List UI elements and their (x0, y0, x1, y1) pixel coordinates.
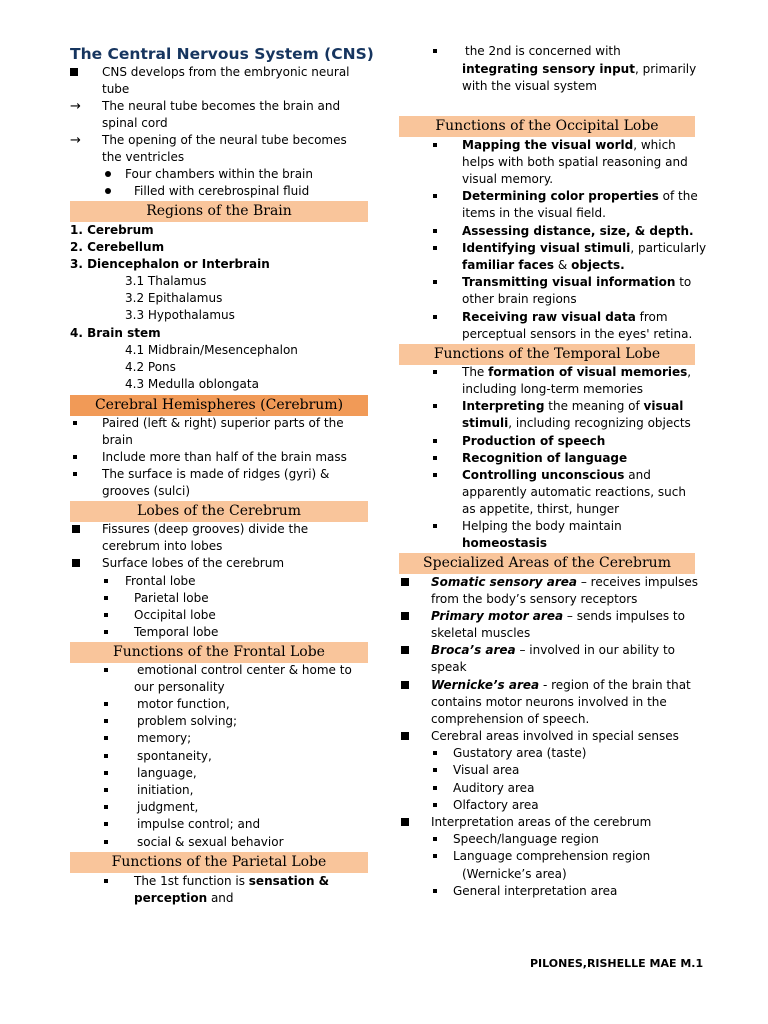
specialized-line: Primary motor area – sends impulses to (431, 609, 685, 623)
intro-line: Filled with cerebrospinal fluid (134, 184, 310, 198)
small-bullet (73, 449, 78, 466)
dot-bullet (105, 183, 113, 200)
interpretation-item: General interpretation area (453, 884, 618, 898)
parietal-line: with the visual system (462, 79, 597, 93)
dot-bullet (105, 166, 113, 183)
hemisphere-line: brain (102, 433, 133, 447)
small-bullet (433, 309, 438, 326)
temporal-line: The formation of visual memories, (462, 365, 692, 379)
lobes-heading: Lobes of the Cerebrum (70, 501, 368, 522)
intro-line: tube (102, 82, 130, 96)
occipital-line: Identifying visual stimuli, particularly (462, 241, 707, 255)
square-bullet (401, 814, 411, 831)
arrow-icon: → (70, 99, 81, 114)
small-bullet (433, 398, 438, 415)
occipital-line: visual memory. (462, 172, 554, 186)
author-footer: PILONES,RISHELLE MAE M.1 (530, 957, 704, 970)
parietal-line: perception and (134, 891, 234, 905)
small-bullet (433, 43, 438, 60)
square-bullet (401, 574, 411, 591)
temporal-line: apparently automatic reactions, such (462, 485, 686, 499)
parietal-line: the 2nd is concerned with (465, 44, 621, 58)
small-bullet (104, 713, 109, 730)
small-bullet (104, 834, 109, 851)
sense-area-item: Gustatory area (taste) (453, 746, 587, 760)
occipital-line: perceptual sensors in the eyes' retina. (462, 327, 693, 341)
occipital-line: Receiving raw visual data from (462, 310, 668, 324)
region-subitem: 4.2 Pons (125, 360, 176, 374)
temporal-line: Controlling unconscious and (462, 468, 651, 482)
occipital-line: Transmitting visual information to (462, 275, 692, 289)
square-bullet (72, 521, 82, 538)
intro-line: Four chambers within the brain (125, 167, 313, 181)
small-bullet (433, 762, 438, 779)
frontal-line: judgment, (137, 800, 199, 814)
lobes-line: Fissures (deep grooves) divide the (102, 522, 309, 536)
square-bullet (401, 642, 411, 659)
lobes-line: cerebrum into lobes (102, 539, 223, 553)
parietal-heading: Functions of the Parietal Lobe (70, 852, 368, 873)
small-bullet (433, 240, 438, 257)
specialized-line: comprehension of speech. (431, 712, 590, 726)
sense-area-item: Visual area (453, 763, 520, 777)
small-bullet (433, 433, 438, 450)
interpretation-item: (Wernicke’s area) (462, 867, 567, 881)
small-bullet (104, 696, 109, 713)
square-bullet (401, 677, 411, 694)
frontal-line: problem solving; (137, 714, 238, 728)
temporal-line: Recognition of language (462, 451, 628, 465)
square-bullet (401, 608, 411, 625)
intro-line: The opening of the neural tube becomes (102, 133, 347, 147)
small-bullet (104, 765, 109, 782)
frontal-line: initiation, (137, 783, 194, 797)
small-bullet (73, 466, 78, 483)
square-bullet (70, 64, 80, 81)
region-subitem: 3.1 Thalamus (125, 274, 207, 288)
intro-line: the ventricles (102, 150, 185, 164)
small-bullet (104, 799, 109, 816)
specialized-line: Somatic sensory area – receives impulses (431, 575, 699, 589)
frontal-line: our personality (134, 680, 225, 694)
small-bullet (433, 848, 438, 865)
small-bullet (433, 883, 438, 900)
small-bullet (433, 745, 438, 762)
small-bullet (433, 223, 438, 240)
temporal-line: Interpreting the meaning of visual (462, 399, 684, 413)
hemispheres-heading: Cerebral Hemispheres (Cerebrum) (70, 395, 368, 416)
specialized-line: speak (431, 660, 467, 674)
specialized-line: skeletal muscles (431, 626, 531, 640)
small-bullet (104, 607, 109, 624)
lobe-item: Occipital lobe (134, 608, 216, 622)
small-bullet (104, 816, 109, 833)
occipital-line: Mapping the visual world, which (462, 138, 676, 152)
region-item: 4. Brain stem (70, 326, 161, 340)
small-bullet (104, 782, 109, 799)
occipital-line: Assessing distance, size, & depth. (462, 224, 694, 238)
square-bullet (72, 555, 82, 572)
small-bullet (104, 748, 109, 765)
small-bullet (104, 573, 109, 590)
parietal-line: integrating sensory input, primarily (462, 62, 697, 76)
specialized-line: Broca’s area – involved in our ability to (431, 643, 676, 657)
small-bullet (104, 590, 109, 607)
region-item: 3. Diencephalon or Interbrain (70, 257, 270, 271)
page-title: The Central Nervous System (CNS) (70, 45, 374, 63)
frontal-line: emotional control center & home to (137, 663, 352, 677)
occipital-line: familiar faces & objects. (462, 258, 625, 272)
region-subitem: 4.1 Midbrain/Mesencephalon (125, 343, 298, 357)
occipital-line: Determining color properties of the (462, 189, 698, 203)
temporal-line: Production of speech (462, 434, 606, 448)
specialized-line: contains motor neurons involved in the (431, 695, 667, 709)
regions-heading: Regions of the Brain (70, 201, 368, 222)
region-subitem: 3.2 Epithalamus (125, 291, 223, 305)
small-bullet (433, 274, 438, 291)
frontal-line: language, (137, 766, 197, 780)
region-subitem: 3.3 Hypothalamus (125, 308, 235, 322)
small-bullet (433, 467, 438, 484)
interpretation-item: Language comprehension region (453, 849, 651, 863)
small-bullet (433, 188, 438, 205)
small-bullet (104, 873, 109, 890)
frontal-line: spontaneity, (137, 749, 212, 763)
temporal-line: stimuli, including recognizing objects (462, 416, 691, 430)
small-bullet (433, 137, 438, 154)
small-bullet (104, 624, 109, 641)
occipital-line: helps with both spatial reasoning and (462, 155, 688, 169)
frontal-line: motor function, (137, 697, 230, 711)
lobe-item: Frontal lobe (125, 574, 196, 588)
hemisphere-line: The surface is made of ridges (gyri) & (102, 467, 330, 481)
small-bullet (104, 662, 109, 679)
small-bullet (104, 730, 109, 747)
lobes-line: Surface lobes of the cerebrum (102, 556, 285, 570)
hemisphere-line: grooves (sulci) (102, 484, 191, 498)
intro-line: CNS develops from the embryonic neural (102, 65, 350, 79)
small-bullet (433, 780, 438, 797)
temporal-line: homeostasis (462, 536, 548, 550)
small-bullet (433, 450, 438, 467)
sense-area-item: Olfactory area (453, 798, 539, 812)
square-bullet (401, 728, 411, 745)
frontal-line: memory; (137, 731, 192, 745)
occipital-heading: Functions of the Occipital Lobe (399, 116, 695, 137)
occipital-line: other brain regions (462, 292, 577, 306)
region-item: 2. Cerebellum (70, 240, 165, 254)
small-bullet (73, 415, 78, 432)
temporal-heading: Functions of the Temporal Lobe (399, 344, 695, 365)
interpretation-item: Speech/language region (453, 832, 599, 846)
frontal-line: social & sexual behavior (137, 835, 284, 849)
hemisphere-line: Paired (left & right) superior parts of the (102, 416, 344, 430)
specialized-heading: Specialized Areas of the Cerebrum (399, 553, 695, 574)
arrow-icon: → (70, 133, 81, 148)
temporal-line: as appetite, thirst, hunger (462, 502, 620, 516)
small-bullet (433, 797, 438, 814)
parietal-line: The 1st function is sensation & (134, 874, 330, 888)
region-subitem: 4.3 Medulla oblongata (125, 377, 259, 391)
intro-line: The neural tube becomes the brain and (102, 99, 341, 113)
temporal-line: including long-term memories (462, 382, 644, 396)
frontal-line: impulse control; and (137, 817, 261, 831)
intro-line: spinal cord (102, 116, 168, 130)
small-bullet (433, 518, 438, 535)
specialized-line: from the body’s sensory receptors (431, 592, 638, 606)
specialized-line: Cerebral areas involved in special senses (431, 729, 679, 743)
lobe-item: Parietal lobe (134, 591, 209, 605)
frontal-heading: Functions of the Frontal Lobe (70, 642, 368, 663)
sense-area-item: Auditory area (453, 781, 535, 795)
hemisphere-line: Include more than half of the brain mass (102, 450, 347, 464)
region-item: 1. Cerebrum (70, 223, 154, 237)
temporal-line: Helping the body maintain (462, 519, 622, 533)
specialized-line: Interpretation areas of the cerebrum (431, 815, 652, 829)
small-bullet (433, 364, 438, 381)
lobe-item: Temporal lobe (134, 625, 219, 639)
small-bullet (433, 831, 438, 848)
specialized-line: Wernicke’s area - region of the brain that (431, 678, 691, 692)
occipital-line: items in the visual field. (462, 206, 606, 220)
